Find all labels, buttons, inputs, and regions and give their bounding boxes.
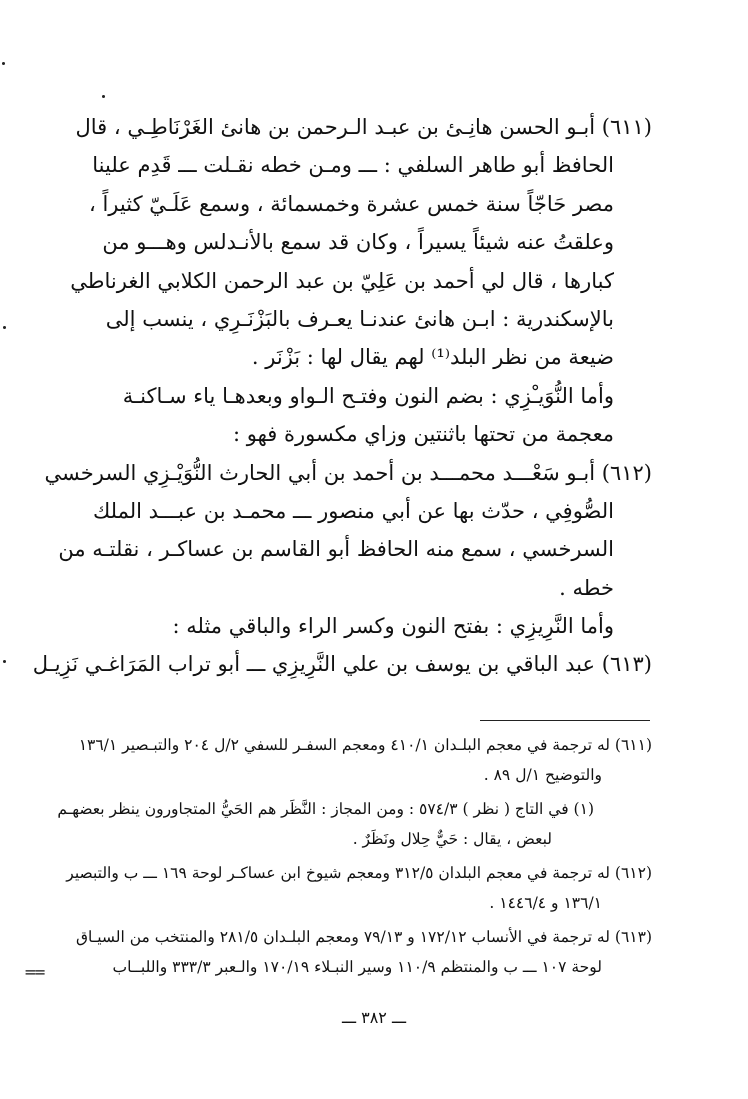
intro-line: وأما النَّرِيزِي : بفتح النون وكسر الراء والباقي مثله : (172, 614, 614, 639)
entry-line (44, 454, 652, 492)
entry-number: (٦١١) (601, 115, 652, 139)
entry-612 (44, 454, 652, 608)
entry-line: ضيعة من نظر البلد⁽¹⁾ لهم يقال لها : بَزْنَر . (251, 345, 614, 370)
entry-line: بالإسكندرية : ابـن هانئ عندنـا يعـرف بالبَزْنَـرِي ، ينسب إلى (105, 306, 614, 331)
entry-611 (70, 108, 652, 377)
entry-line-text: أبـو سَعْـــد محمـــد بن أحمد بن أبي الحارث النُّوَيْـزِي السرخسي (44, 460, 596, 485)
entry-line (32, 645, 652, 683)
scan-mark (102, 95, 105, 98)
entry-line: السرخسي ، سمع منه الحافظ أبو القاسم بن عساكـر ، نقلتـه من (58, 537, 614, 562)
scan-mark (2, 62, 5, 65)
main-text (32, 108, 652, 684)
footnote-line: ١٣٦/١ و ١٤٤٦/٤ . (489, 894, 602, 912)
footnotes (48, 730, 652, 986)
entry-line-text: عبد الباقي بن يوسف بن علي النَّرِيزِي ـــ أبو تراب المَرَاغـي نَزِيـل (32, 652, 596, 677)
entry-line: وعلقتُ عنه شيئاً يسيراً ، وكان قد سمع بالأنـدلس وهـــو من (102, 230, 614, 255)
footnote-613 (48, 922, 652, 982)
footnote-line: (١) في التاج ( نظر ) ٥٧٤/٣ : ومن المجاز : النَّظَر هم الحَيُّ المتجاورون ينظر بعضهـم (57, 800, 594, 818)
page-number: ـــ ٣٨٢ ـــ (341, 1008, 407, 1027)
footnote-line: (٦١١) له ترجمة في معجم البلـدان ٤١٠/١ ومعجم السفـر للسفي ٢/ل ٢٠٤ والتبـصير ١٣٦/١ (78, 736, 652, 754)
footnote-line: والتوضيح ١/ل ٨٩ . (483, 766, 602, 784)
continuation-mark: == (24, 963, 44, 981)
entry-line: الحافظ أبو طاهر السلفي : ـــ ومـن خطه نقـلت ـــ قَدِم علينا (92, 153, 614, 178)
footnote-612 (48, 858, 652, 918)
intro-line: وأما النُّوَيـْزِي : بضم النون وفتـح الـواو وبعدهـا ياء سـاكنـة (122, 383, 614, 408)
entry-line-text: أبـو الحسن هانِـئ بن عبـد الـرحمن بن هانئ الغَرْنَاطِـي ، قال (75, 115, 596, 139)
entry-number: (٦١٢) (601, 460, 652, 485)
entry-613 (32, 645, 652, 683)
footnote-line: (٦١٢) له ترجمة في معجم البلدان ٣١٢/٥ ومعجم شيوخ ابن عساكـر لوحة ١٦٩ ـــ ب والتبصير (66, 864, 652, 882)
footnote-line: لبعض ، يقال : حَيٌّ حِلال ونَظَرٌ . (352, 830, 552, 848)
scan-mark (3, 660, 6, 663)
section-intro (100, 607, 652, 645)
entry-number: (٦١٣) (601, 652, 652, 677)
scan-mark (3, 326, 6, 329)
intro-line: معجمة من تحتها باثنتين وزاي مكسورة فهو : (233, 422, 614, 447)
entry-line (75, 108, 652, 146)
entry-line: مصر حَاجّاً سنة خمس عشرة وخمسمائة ، وسمع عَلَـيّ كثيراً ، (89, 191, 614, 216)
footnote-611 (48, 730, 652, 790)
section-intro (100, 377, 652, 454)
footnote-separator (480, 720, 650, 721)
footnote-line: لوحة ١٠٧ ـــ ب والمنتظم ١١٠/٩ وسير النبـلاء ١٧٠/١٩ والـعبر ٣٣٣/٣ واللبــاب (112, 958, 602, 976)
footnote-1 (48, 794, 652, 854)
entry-line: الصُّوفِي ، حدّث بها عن أبي منصور ـــ محمـد بن عبـــد الملك (92, 498, 614, 523)
entry-line: خطه . (559, 575, 614, 600)
entry-line: كبارها ، قال لي أحمد بن عَلِيّ بن عبد الرحمن الكلابي الغرناطي (70, 268, 614, 293)
footnote-line: (٦١٣) له ترجمة في الأنساب ١٧٢/١٢ و ٧٩/١٣ ومعجم البلـدان ٢٨١/٥ والمنتخب من السيـاق (75, 928, 652, 946)
